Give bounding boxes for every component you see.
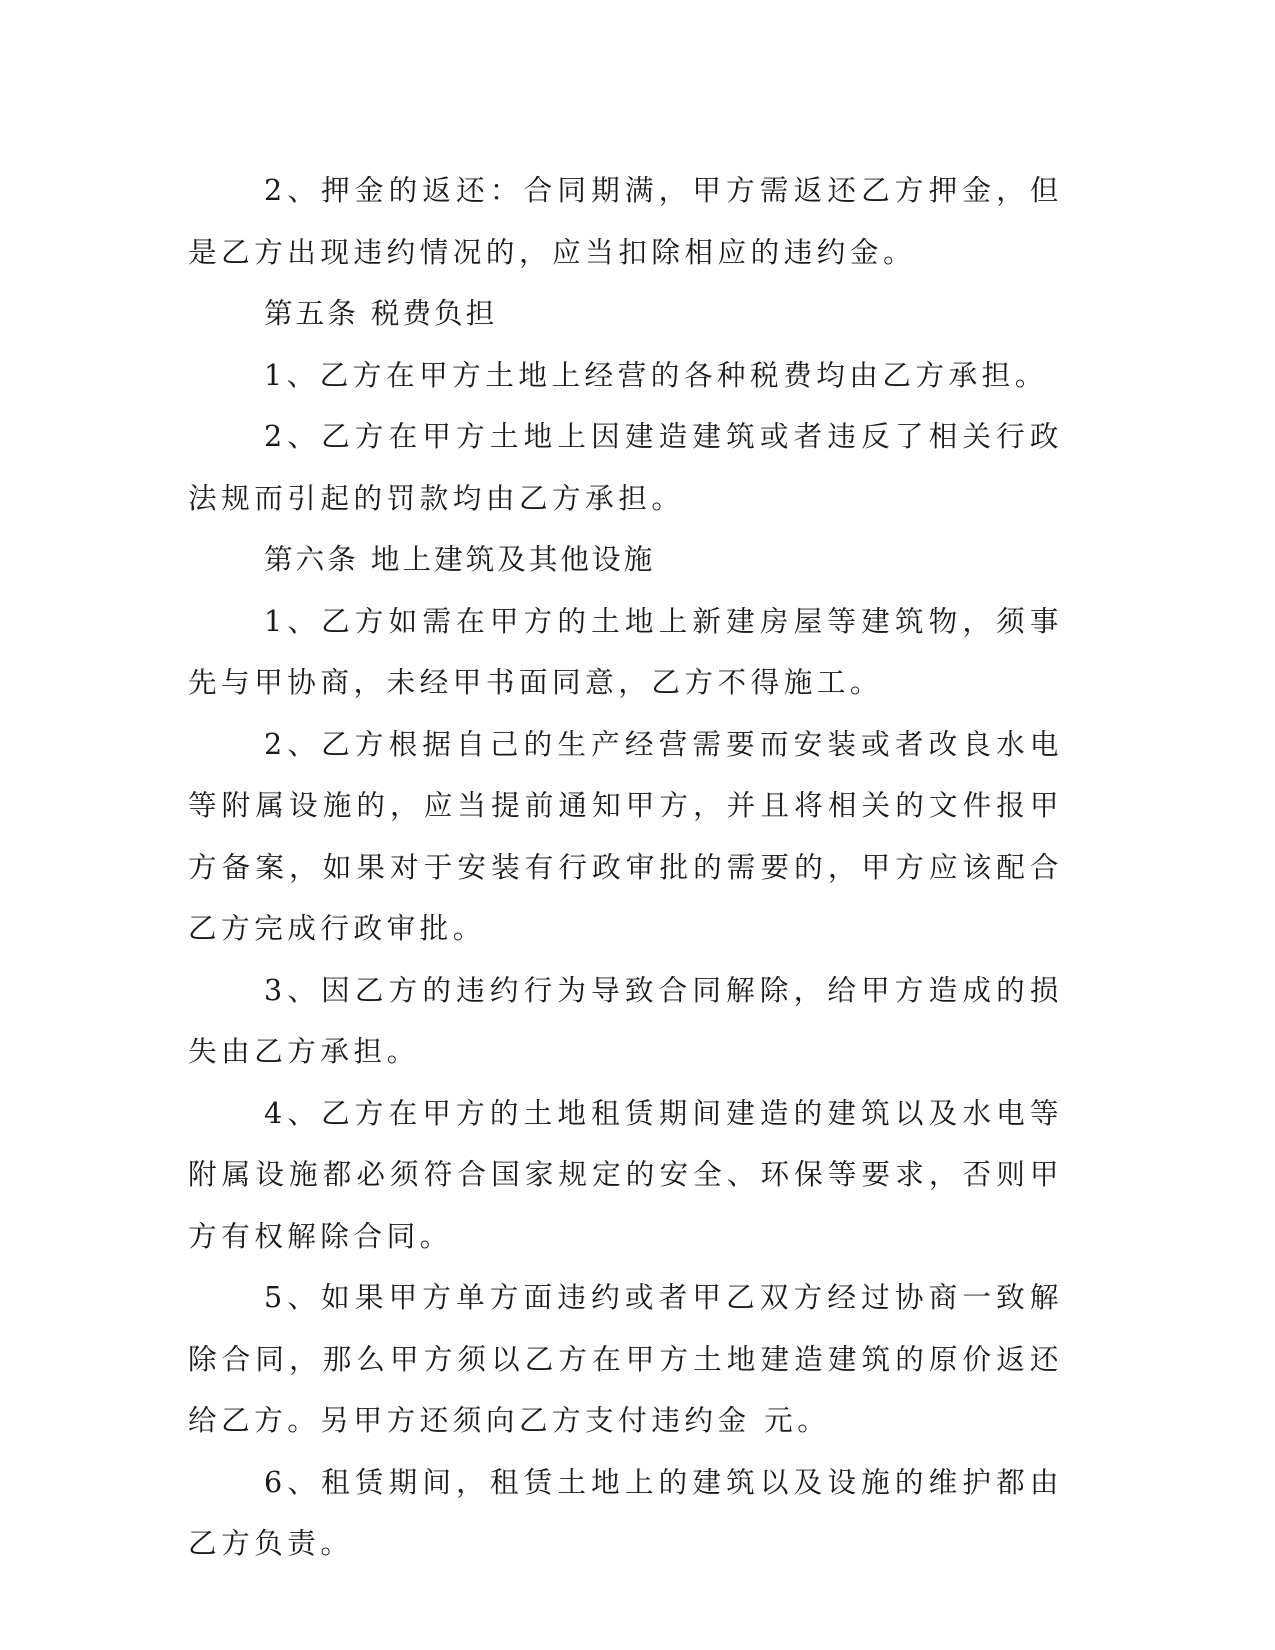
building-clause-4: 4、乙方在甲方的土地租赁期间建造的建筑以及水电等附属设施都必须符合国家规定的安全、环保等要求，否则甲方有权解除合同。: [188, 1095, 1063, 1253]
building-clause-6: 6、租赁期间，租赁土地上的建筑以及设施的维护都由乙方负责。: [188, 1464, 1063, 1560]
document-body: [188, 160, 1063, 1575]
tax-clause-1: 1、乙方在甲方土地上经营的各种税费均由乙方承担。: [264, 357, 1048, 392]
deposit-return-clause: 2、押金的返还：合同期满，甲方需返还乙方押金，但是乙方出现违约情况的，应当扣除相应的违约金。: [188, 173, 1063, 269]
building-clause-2: 2、乙方根据自己的生产经营需要而安装或者改良水电等附属设施的，应当提前通知甲方，并且将相关的文件报甲方备案，如果对于安装有行政审批的需要的，甲方应该配合乙方完成行政审批。: [188, 726, 1063, 945]
article-five-heading: 第五条 税费负担: [264, 296, 498, 330]
tax-clause-2: 2、乙方在甲方土地上因建造建筑或者违反了相关行政法规而引起的罚款均由乙方承担。: [188, 419, 1063, 515]
building-clause-3: 3、因乙方的违约行为导致合同解除，给甲方造成的损失由乙方承担。: [188, 972, 1063, 1068]
building-clause-1: 1、乙方如需在甲方的土地上新建房屋等建筑物，须事先与甲协商，未经甲书面同意，乙方不得施工。: [188, 603, 1063, 699]
article-six-heading: 第六条 地上建筑及其他设施: [264, 542, 656, 576]
building-clause-5: 5、如果甲方单方面违约或者甲乙双方经过协商一致解除合同，那么甲方须以乙方在甲方土地建造建筑的原价返还给乙方。另甲方还须向乙方支付违约金 元。: [188, 1280, 1063, 1437]
